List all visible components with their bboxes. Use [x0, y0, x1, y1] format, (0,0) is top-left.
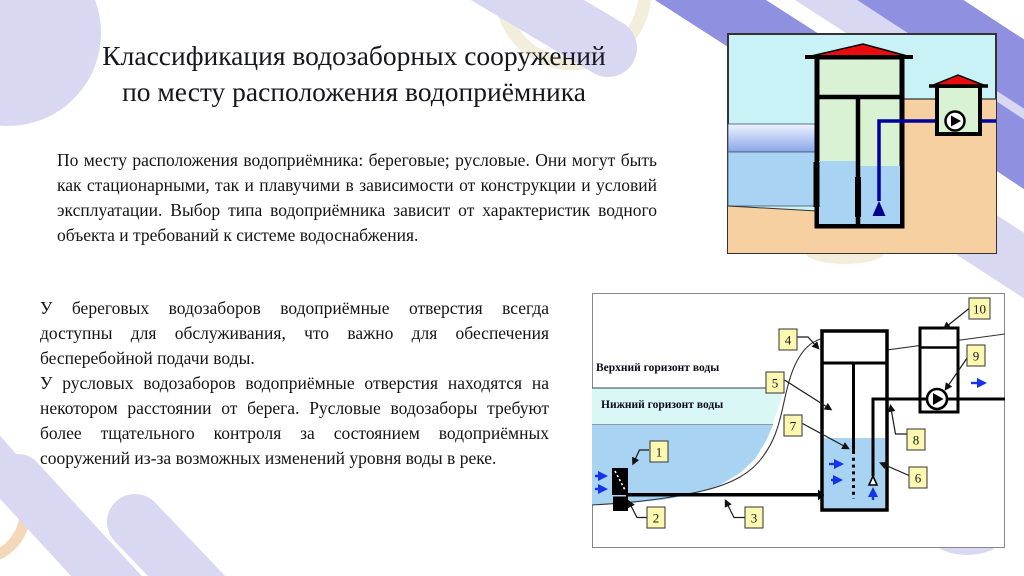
callout-5 — [766, 372, 784, 393]
channel-intake-diagram — [592, 293, 1005, 548]
callout-1 — [650, 441, 668, 462]
svg-text:8: 8 — [912, 432, 920, 448]
intake-gate-left — [814, 162, 820, 207]
callout-2 — [647, 507, 665, 528]
intake-gate-middle — [855, 177, 861, 217]
svg-text:10: 10 — [973, 301, 986, 317]
river-lower-band — [728, 152, 817, 206]
upper-horizon-label: Верхний горизонт воды — [596, 362, 720, 374]
svg-text:7: 7 — [789, 418, 797, 434]
svg-text:1: 1 — [655, 444, 663, 460]
callout-3 — [745, 507, 763, 528]
svg-text:3: 3 — [750, 510, 758, 526]
intake-pipeline — [626, 493, 823, 497]
paragraph-shore-intakes: У береговых водозаборов водоприёмные отверстия всегда доступны для обслуживания, что важно для обеспечения бесперебойной подачи воды. — [40, 298, 549, 368]
callout-10 — [969, 298, 990, 319]
body-paragraphs — [40, 296, 549, 471]
river-upper-band — [728, 124, 817, 152]
svg-text:9: 9 — [972, 348, 980, 364]
slide-title-line1: Классификация водозаборных сооружений — [102, 40, 606, 71]
lower-horizon-label: Нижний горизонт воды — [601, 399, 724, 411]
slide-title-line2: по месту расположения водоприёмника — [122, 76, 586, 107]
callout-9 — [967, 345, 985, 366]
svg-text:6: 6 — [914, 470, 922, 486]
intake-base — [613, 497, 628, 512]
paragraph-channel-intakes: У русловых водозаборов водоприёмные отверстия находятся на некотором расстоянии от берега. Русловые водозаборы требуют более тщательного контроля за состоянием водоприёмных сооружений из-за возможных изменений уровня воды в реке. — [40, 373, 549, 468]
svg-text:2: 2 — [652, 510, 660, 526]
building-water-left-chamber — [819, 161, 856, 224]
callout-7 — [784, 415, 802, 436]
intro-paragraph: По месту расположения водоприёмника: береговые; русловые. Они могут быть как стационарными, так и плавучими в зависимости от конструкции и условий эксплуатации. Выбор типа водоприёмника зависит от характеристик водного объекта и требований к системе водоснабжения. — [57, 150, 657, 245]
svg-text:5: 5 — [771, 375, 779, 391]
svg-text:4: 4 — [784, 332, 792, 348]
slide-title — [30, 38, 678, 110]
callout-4 — [779, 329, 797, 350]
shore-intake-diagram — [727, 33, 997, 254]
callout-6 — [909, 467, 927, 488]
callout-8 — [907, 429, 925, 450]
intake-head — [612, 468, 628, 495]
